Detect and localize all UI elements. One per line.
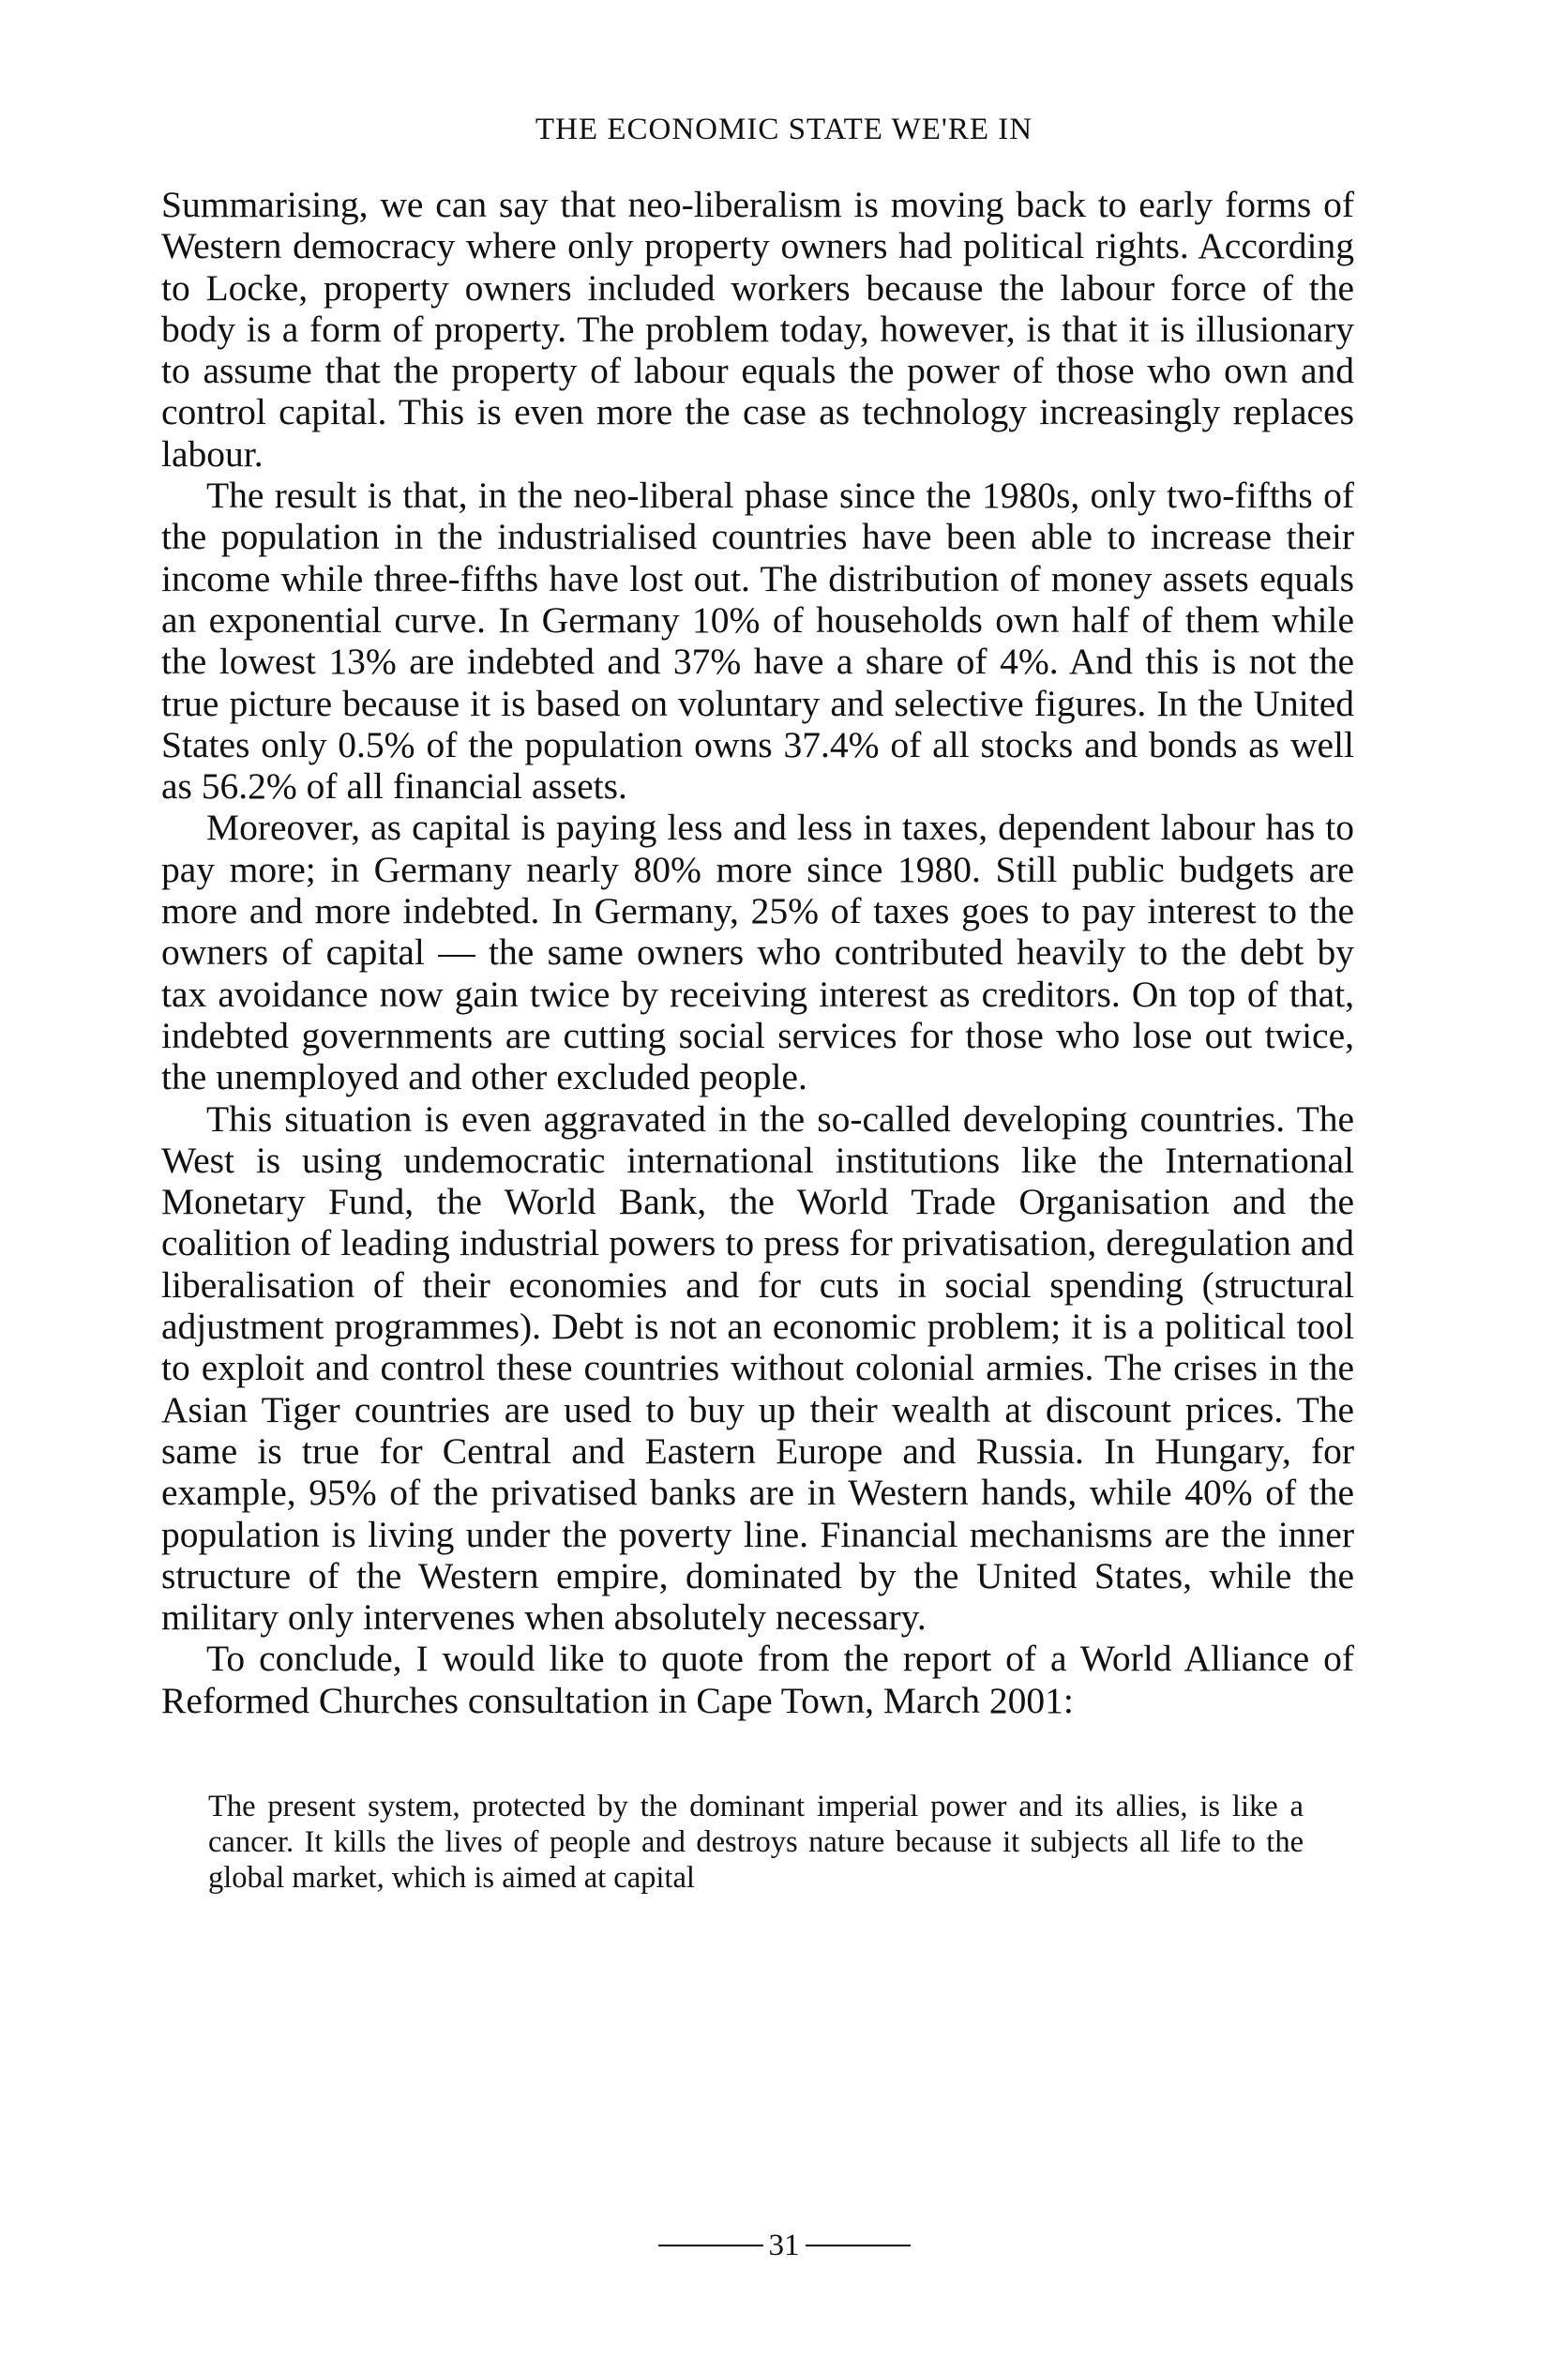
paragraph-5: To conclude, I would like to quote from the report of a World Alliance of Reformed Churches consultation in Cape Town, March 2001: [161,1638,1354,1721]
block-quote: The present system, protected by the dominant imperial power and its allies, is like a cancer. It kills the lives of people and destroys nature because it subjects all life to the global market, which is aimed at capital [208,1789,1304,1895]
paragraph-3: Moreover, as capital is paying less and less in taxes, dependent labour has to pay more; in Germany nearly 80% more since 1980. Still public budgets are more and more indebted. In Germany, 25% of taxes goes to pay interest to the owners of capital — the same owners who contributed heavily to the debt by tax avoidance now gain twice by receiving interest as creditors. On top of that, indebted governments are cutting social services for those who lose out twice, the unemployed and other excluded people. [161,807,1354,1098]
body-text [161,184,1354,1896]
page-number: 31 [768,2229,800,2262]
paragraph-4: This situation is even aggravated in the so-called developing countries. The West is using undemocratic international institutions like the International Monetary Fund, the World Bank, the World Trade Organisation and the coalition of leading industrial powers to press for privatisation, deregulation and liberalisation of their economies and for cuts in social spending (structural adjustment programmes). Debt is not an economic problem; it is a political tool to exploit and control these countries without colonial armies. The crises in the Asian Tiger countries are used to buy up their wealth at discount prices. The same is true for Central and Eastern Europe and Russia. In Hungary, for example, 95% of the privatised banks are in Western hands, while 40% of the population is living under the poverty line. Financial mechanisms are the inner structure of the Western empire, dominated by the United States, while the military only intervenes when absolutely necessary. [161,1097,1354,1639]
running-head: THE ECONOMIC STATE WE'RE IN [535,113,1033,146]
paragraph-1: Summarising, we can say that neo-liberalism is moving back to early forms of Western democracy where only property owners had political rights. According to Locke, property owners included workers because the labour force of the body is a form of property. The problem today, however, is that it is illusionary to assume that the property of labour equals the power of those who own and control capital. This is even more the case as technology increasingly replaces labour. [161,184,1354,475]
paragraph-2: The result is that, in the neo-liberal phase since the 1980s, only two-fifths of the population in the industrialised countries have been able to increase their income while three-fifths have lost out. The distribution of money assets equals an exponential curve. In Germany 10% of households own half of them while the lowest 13% are indebted and 37% have a share of 4%. And this is not the true picture because it is based on voluntary and selective figures. In the United States only 0.5% of the population owns 37.4% of all stocks and bonds as well as 56.2% of all financial assets. [161,475,1354,808]
page-footer [0,2227,1568,2264]
folio-rule-right [806,2245,911,2246]
folio-rule-left [658,2245,763,2246]
